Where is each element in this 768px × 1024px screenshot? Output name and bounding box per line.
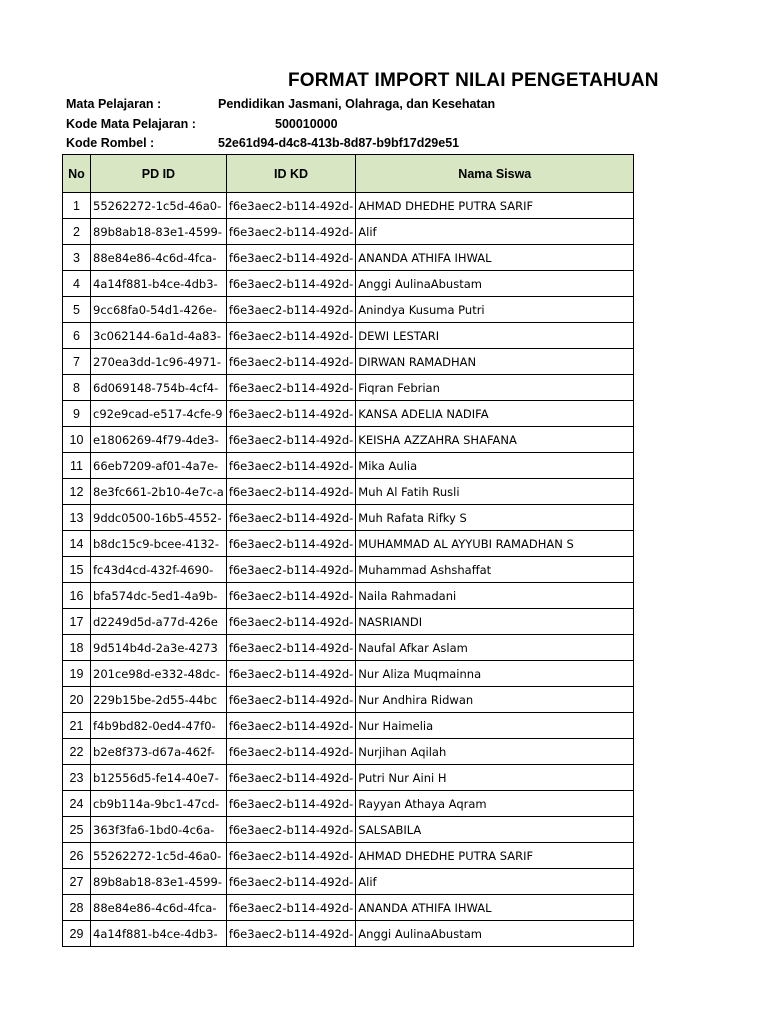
cell-pd-id[interactable]: 8e3fc661-2b10-4e7c-a [91,479,227,505]
cell-no[interactable]: 27 [63,869,91,895]
cell-pd-id[interactable]: 4a14f881-b4ce-4db3- [91,271,227,297]
cell-nama-siswa[interactable]: Fiqran Febrian [356,375,634,401]
kode-mapel-label: Kode Mata Pelajaran : [66,117,196,131]
cell-nama-siswa[interactable]: Mika Aulia [356,453,634,479]
cell-no[interactable]: 28 [63,895,91,921]
cell-nama-siswa[interactable]: AHMAD DHEDHE PUTRA SARIF [356,843,634,869]
cell-no[interactable]: 7 [63,349,91,375]
table-row [63,401,634,427]
cell-pd-id[interactable]: 229b15be-2d55-44bc [91,687,227,713]
cell-id-kd[interactable]: f6e3aec2-b114-492d- [226,921,355,947]
cell-nama-siswa[interactable]: MUHAMMAD AL AYYUBI RAMADHAN S [356,531,634,557]
cell-nama-siswa[interactable]: Muh Al Fatih Rusli [356,479,634,505]
table-row [63,349,634,375]
cell-no[interactable]: 25 [63,817,91,843]
cell-nama-siswa[interactable]: Naufal Afkar Aslam [356,635,634,661]
table-row [63,687,634,713]
cell-no[interactable]: 21 [63,713,91,739]
table-row [63,869,634,895]
kode-rombel-label: Kode Rombel : [66,136,155,150]
cell-id-kd[interactable]: f6e3aec2-b114-492d- [226,895,355,921]
table-row [63,375,634,401]
cell-no[interactable]: 4 [63,271,91,297]
table-row [63,895,634,921]
cell-nama-siswa[interactable]: Nur Andhira Ridwan [356,687,634,713]
cell-pd-id[interactable]: 270ea3dd-1c96-4971- [91,349,227,375]
cell-no[interactable]: 13 [63,505,91,531]
cell-pd-id[interactable]: fc43d4cd-432f-4690- [91,557,227,583]
cell-no[interactable]: 1 [63,193,91,219]
cell-id-kd[interactable]: f6e3aec2-b114-492d- [226,245,355,271]
mapel-value: Pendidikan Jasmani, Olahraga, dan Kesehatan [218,97,496,111]
cell-no[interactable]: 23 [63,765,91,791]
table-row [63,505,634,531]
cell-pd-id[interactable]: d2249d5d-a77d-426e [91,609,227,635]
header-nama-siswa[interactable]: Nama Siswa [356,155,634,193]
cell-nama-siswa[interactable]: Muhammad Ashshaffat [356,557,634,583]
cell-nama-siswa[interactable]: Anggi AulinaAbustam [356,921,634,947]
table-row [63,817,634,843]
cell-nama-siswa[interactable]: AHMAD DHEDHE PUTRA SARIF [356,193,634,219]
cell-pd-id[interactable]: 9d514b4d-2a3e-4273 [91,635,227,661]
cell-id-kd[interactable]: f6e3aec2-b114-492d- [226,791,355,817]
cell-pd-id[interactable]: 6d069148-754b-4cf4- [91,375,227,401]
table-row [63,219,634,245]
cell-id-kd[interactable]: f6e3aec2-b114-492d- [226,349,355,375]
cell-id-kd[interactable]: f6e3aec2-b114-492d- [226,739,355,765]
cell-pd-id[interactable]: b8dc15c9-bcee-4132- [91,531,227,557]
header-pd-id[interactable]: PD ID [91,155,227,193]
cell-id-kd[interactable]: f6e3aec2-b114-492d- [226,479,355,505]
cell-nama-siswa[interactable]: Rayyan Athaya Aqram [356,791,634,817]
cell-pd-id[interactable]: 66eb7209-af01-4a7e- [91,453,227,479]
header-no[interactable]: No [63,155,91,193]
cell-id-kd[interactable]: f6e3aec2-b114-492d- [226,531,355,557]
cell-no[interactable]: 17 [63,609,91,635]
cell-id-kd[interactable]: f6e3aec2-b114-492d- [226,193,355,219]
cell-no[interactable]: 5 [63,297,91,323]
cell-id-kd[interactable]: f6e3aec2-b114-492d- [226,375,355,401]
cell-id-kd[interactable]: f6e3aec2-b114-492d- [226,323,355,349]
cell-nama-siswa[interactable]: Alif [356,219,634,245]
table-row [63,635,634,661]
cell-id-kd[interactable]: f6e3aec2-b114-492d- [226,661,355,687]
cell-pd-id[interactable]: 4a14f881-b4ce-4db3- [91,921,227,947]
table-row [63,297,634,323]
cell-no[interactable]: 16 [63,583,91,609]
cell-nama-siswa[interactable]: KANSA ADELIA NADIFA [356,401,634,427]
table-row [63,739,634,765]
table-row [63,843,634,869]
header-id-kd[interactable]: ID KD [226,155,355,193]
cell-pd-id[interactable]: 9cc68fa0-54d1-426e- [91,297,227,323]
cell-nama-siswa[interactable]: ANANDA ATHIFA IHWAL [356,245,634,271]
cell-id-kd[interactable]: f6e3aec2-b114-492d- [226,219,355,245]
cell-no[interactable]: 8 [63,375,91,401]
cell-pd-id[interactable]: c92e9cad-e517-4cfe-9 [91,401,227,427]
table-row [63,661,634,687]
cell-pd-id[interactable]: 55262272-1c5d-46a0- [91,843,227,869]
cell-nama-siswa[interactable]: Putri Nur Aini H [356,765,634,791]
cell-pd-id[interactable]: 3c062144-6a1d-4a83- [91,323,227,349]
table-row [63,713,634,739]
cell-nama-siswa[interactable]: DEWI LESTARI [356,323,634,349]
cell-no[interactable]: 24 [63,791,91,817]
cell-pd-id[interactable]: f4b9bd82-0ed4-47f0- [91,713,227,739]
cell-nama-siswa[interactable]: Nur Haimelia [356,713,634,739]
cell-id-kd[interactable]: f6e3aec2-b114-492d- [226,297,355,323]
cell-pd-id[interactable]: 88e84e86-4c6d-4fca- [91,245,227,271]
cell-no[interactable]: 2 [63,219,91,245]
table-row [63,453,634,479]
cell-id-kd[interactable]: f6e3aec2-b114-492d- [226,427,355,453]
cell-id-kd[interactable]: f6e3aec2-b114-492d- [226,271,355,297]
cell-no[interactable]: 11 [63,453,91,479]
cell-id-kd[interactable]: f6e3aec2-b114-492d- [226,635,355,661]
mapel-label: Mata Pelajaran : [66,97,162,111]
cell-pd-id[interactable]: e1806269-4f79-4de3- [91,427,227,453]
cell-no[interactable]: 29 [63,921,91,947]
cell-no[interactable]: 6 [63,323,91,349]
cell-nama-siswa[interactable]: KEISHA AZZAHRA SHAFANA [356,427,634,453]
page-title: FORMAT IMPORT NILAI PENGETAHUAN [288,70,659,91]
cell-nama-siswa[interactable]: Nur Aliza Muqmainna [356,661,634,687]
table-row [63,765,634,791]
table-row [63,791,634,817]
table-row [63,193,634,219]
cell-id-kd[interactable]: f6e3aec2-b114-492d- [226,557,355,583]
cell-id-kd[interactable]: f6e3aec2-b114-492d- [226,505,355,531]
cell-nama-siswa[interactable]: SALSABILA [356,817,634,843]
kode-mapel-value: 500010000 [275,117,338,131]
cell-id-kd[interactable]: f6e3aec2-b114-492d- [226,687,355,713]
cell-pd-id[interactable]: 89b8ab18-83e1-4599- [91,219,227,245]
table-row [63,245,634,271]
cell-no[interactable]: 26 [63,843,91,869]
cell-id-kd[interactable]: f6e3aec2-b114-492d- [226,765,355,791]
cell-nama-siswa[interactable]: Nurjihan Aqilah [356,739,634,765]
cell-no[interactable]: 10 [63,427,91,453]
cell-pd-id[interactable]: b2e8f373-d67a-462f- [91,739,227,765]
cell-nama-siswa[interactable]: Alif [356,869,634,895]
table-row [63,427,634,453]
cell-nama-siswa[interactable]: Anggi AulinaAbustam [356,271,634,297]
cell-no[interactable]: 12 [63,479,91,505]
cell-nama-siswa[interactable]: Anindya Kusuma Putri [356,297,634,323]
cell-nama-siswa[interactable]: Muh Rafata Rifky S [356,505,634,531]
cell-id-kd[interactable]: f6e3aec2-b114-492d- [226,583,355,609]
cell-no[interactable]: 20 [63,687,91,713]
cell-pd-id[interactable]: b12556d5-fe14-40e7- [91,765,227,791]
cell-no[interactable]: 3 [63,245,91,271]
cell-pd-id[interactable]: 89b8ab18-83e1-4599- [91,869,227,895]
table-row [63,557,634,583]
cell-id-kd[interactable]: f6e3aec2-b114-492d- [226,713,355,739]
cell-id-kd[interactable]: f6e3aec2-b114-492d- [226,843,355,869]
table-row [63,271,634,297]
cell-no[interactable]: 18 [63,635,91,661]
cell-nama-siswa[interactable]: ANANDA ATHIFA IHWAL [356,895,634,921]
table-row [63,323,634,349]
cell-nama-siswa[interactable]: DIRWAN RAMADHAN [356,349,634,375]
table-row [63,921,634,947]
cell-pd-id[interactable]: 363f3fa6-1bd0-4c6a- [91,817,227,843]
table-row [63,583,634,609]
table-row [63,609,634,635]
cell-id-kd[interactable]: f6e3aec2-b114-492d- [226,401,355,427]
table-row [63,531,634,557]
cell-id-kd[interactable]: f6e3aec2-b114-492d- [226,817,355,843]
cell-no[interactable]: 22 [63,739,91,765]
cell-pd-id[interactable]: 55262272-1c5d-46a0- [91,193,227,219]
cell-no[interactable]: 19 [63,661,91,687]
cell-nama-siswa[interactable]: Naila Rahmadani [356,583,634,609]
cell-id-kd[interactable]: f6e3aec2-b114-492d- [226,609,355,635]
student-table [62,154,634,947]
cell-pd-id[interactable]: 201ce98d-e332-48dc- [91,661,227,687]
cell-pd-id[interactable]: 88e84e86-4c6d-4fca- [91,895,227,921]
cell-id-kd[interactable]: f6e3aec2-b114-492d- [226,453,355,479]
cell-no[interactable]: 14 [63,531,91,557]
table-row [63,479,634,505]
cell-pd-id[interactable]: bfa574dc-5ed1-4a9b- [91,583,227,609]
table-header-row [63,155,634,193]
cell-no[interactable]: 9 [63,401,91,427]
cell-id-kd[interactable]: f6e3aec2-b114-492d- [226,869,355,895]
cell-nama-siswa[interactable]: NASRIANDI [356,609,634,635]
cell-no[interactable]: 15 [63,557,91,583]
cell-pd-id[interactable]: cb9b114a-9bc1-47cd- [91,791,227,817]
cell-pd-id[interactable]: 9ddc0500-16b5-4552- [91,505,227,531]
kode-rombel-value: 52e61d94-d4c8-413b-8d87-b9bf17d29e51 [218,136,460,150]
